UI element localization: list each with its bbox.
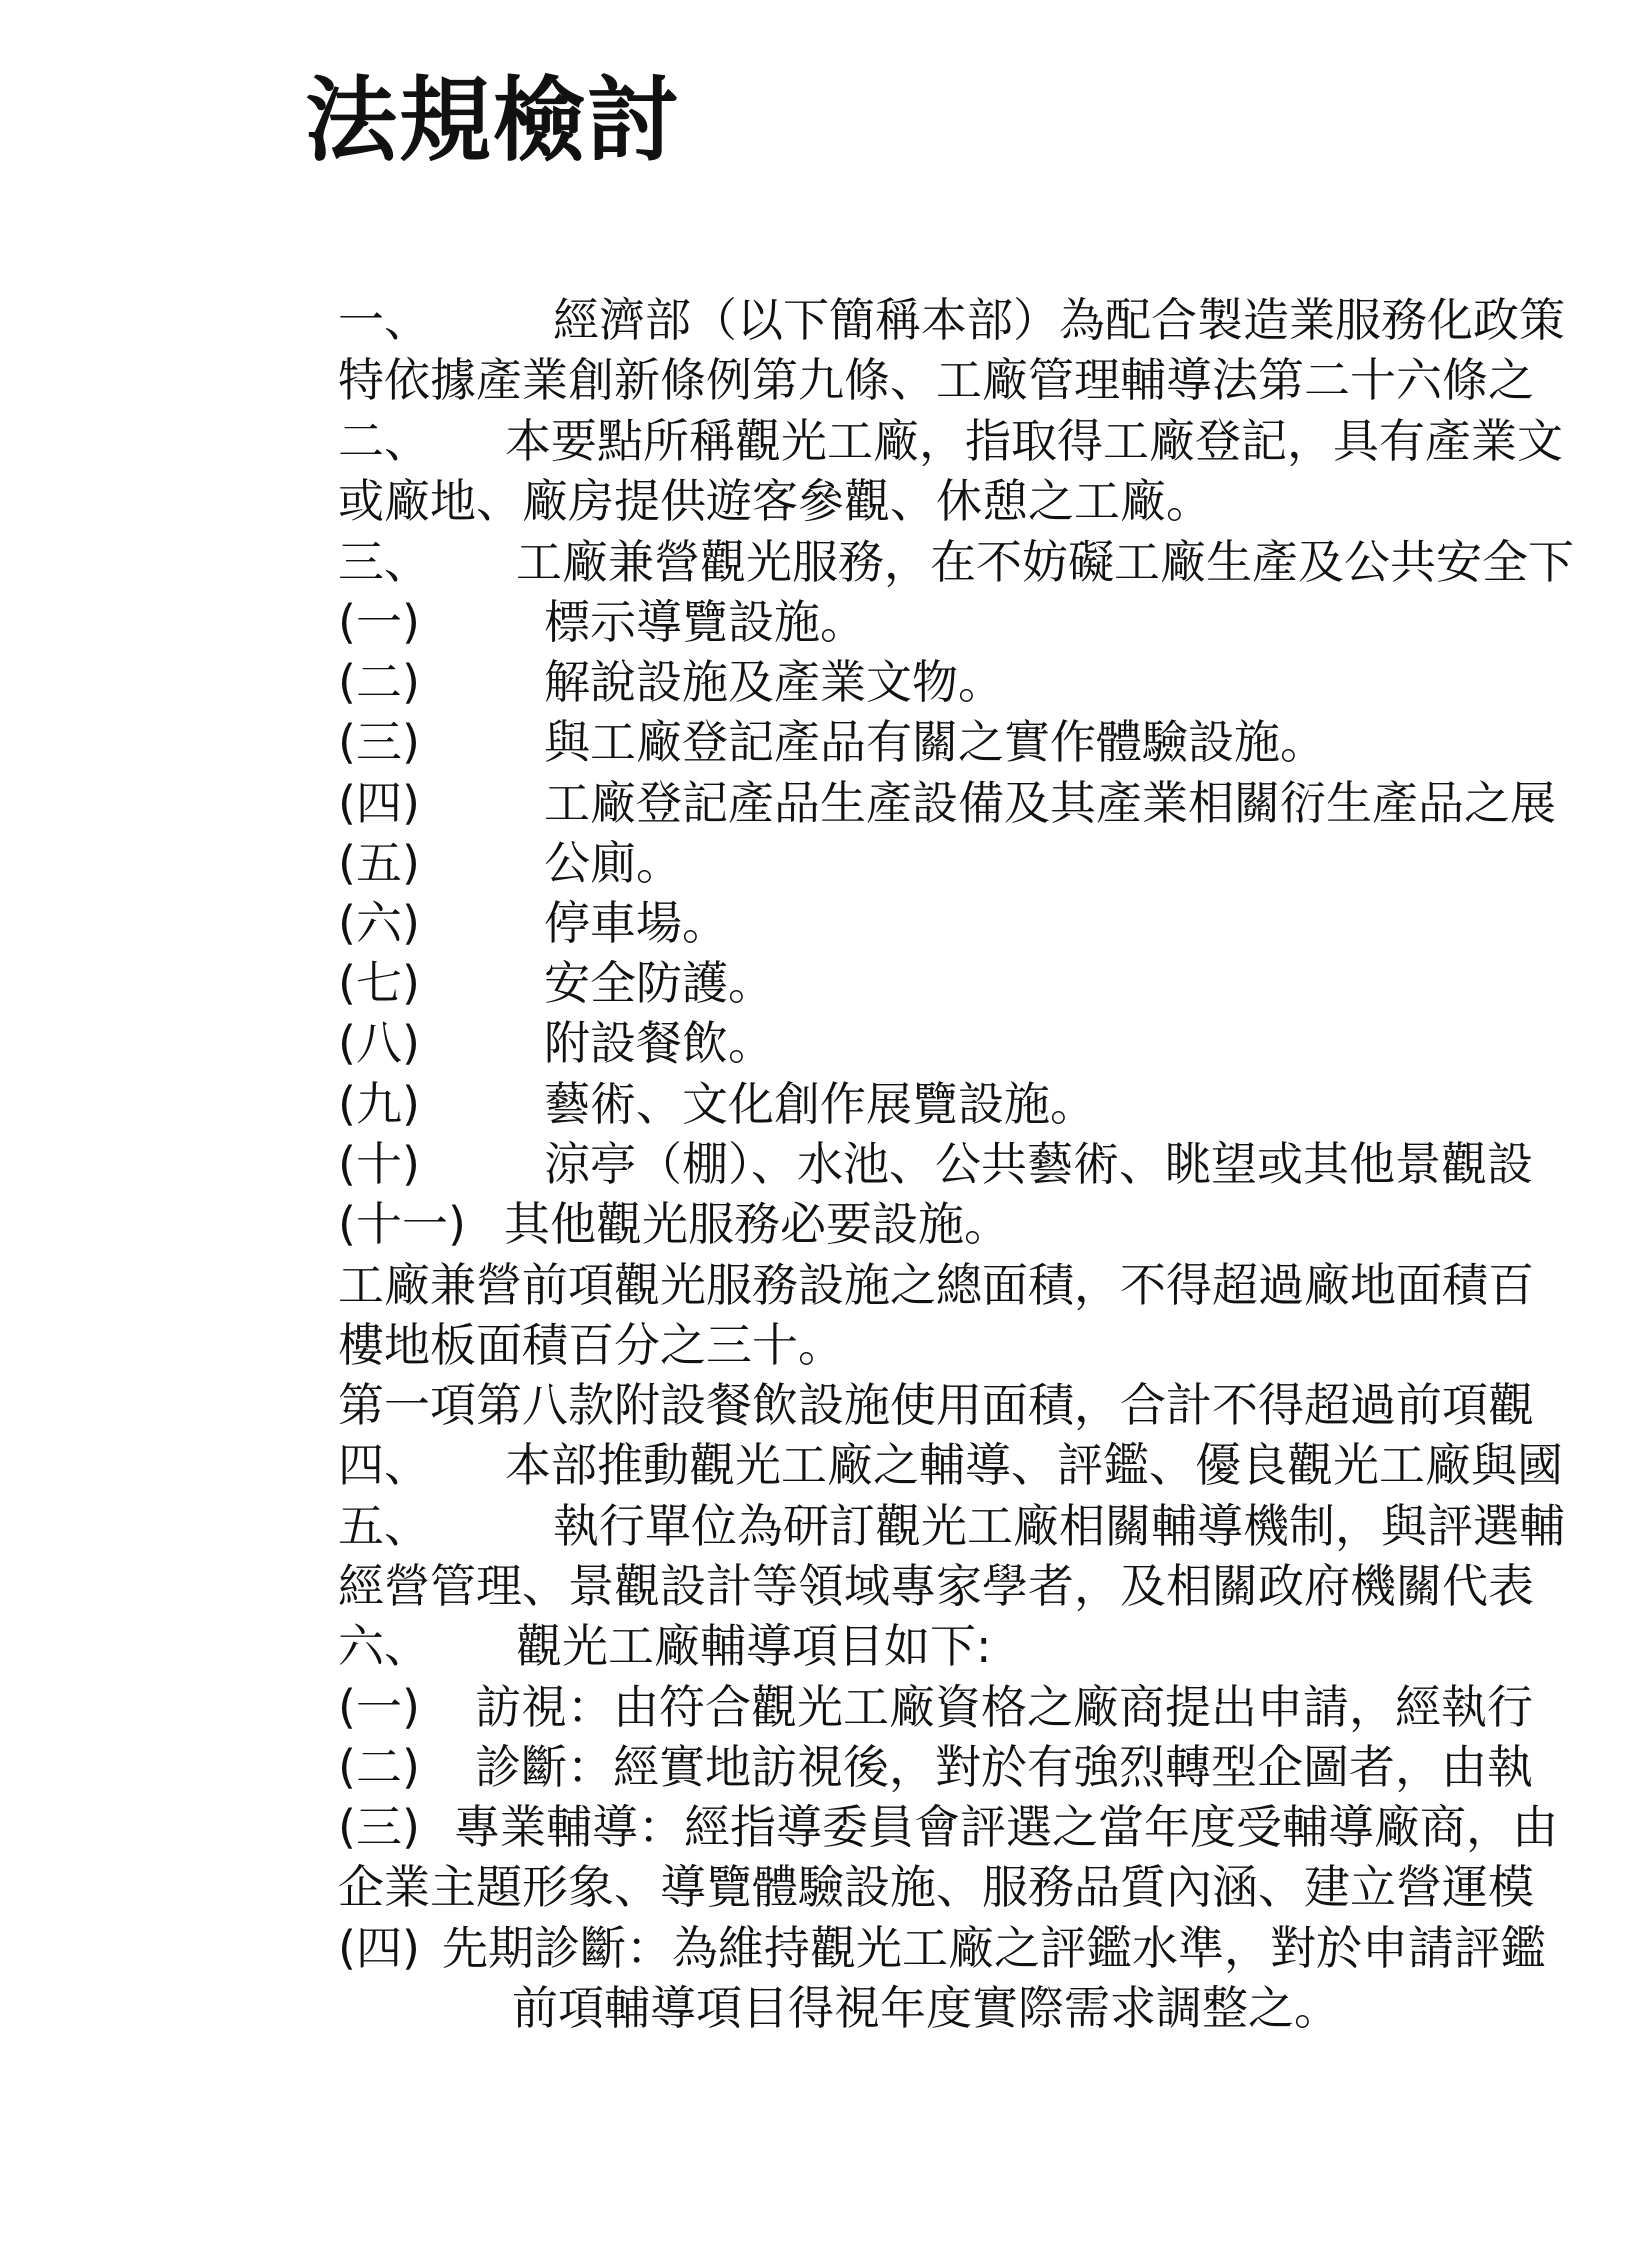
article-5-line xyxy=(338,1499,1565,1555)
item-marker: (二) xyxy=(338,655,420,709)
item-marker: (六) xyxy=(338,896,420,950)
line-text: 訪視：由符合觀光工廠資格之廠商提出申請，經執行 xyxy=(475,1680,1533,1734)
line-text: 其他觀光服務必要設施。 xyxy=(504,1197,1010,1251)
line-text: 第一項第八款附設餐飲設施使用面積，合計不得超過前項觀 xyxy=(338,1378,1534,1432)
line-text: 工廠兼營觀光服務，在不妨礙工廠生產及公共安全下 xyxy=(516,535,1574,589)
line-text: 本部推動觀光工廠之輔導、評鑑、優良觀光工廠與國 xyxy=(505,1438,1563,1492)
line-text: 企業主題形象、導覽體驗設施、服務品質內涵、建立營運模 xyxy=(338,1860,1534,1914)
item-marker: (九) xyxy=(338,1077,420,1131)
guidance-item-3-continuation xyxy=(338,1860,1534,1916)
item-marker: (十) xyxy=(338,1137,420,1191)
item-marker: 二、 xyxy=(338,414,430,468)
line-text: 藝術、文化創作展覽設施。 xyxy=(544,1077,1096,1131)
sub-item-8 xyxy=(338,1016,774,1072)
sub-item-7 xyxy=(338,956,774,1012)
article-2-line xyxy=(338,414,1563,470)
item-marker: (三) xyxy=(338,1800,420,1854)
article-6-line xyxy=(338,1619,992,1675)
line-text: 前項輔導項目得視年度實際需求調整之。 xyxy=(512,1981,1340,2035)
area-limit-line xyxy=(338,1258,1534,1314)
sub-item-11 xyxy=(338,1197,1010,1253)
item-marker: 三、 xyxy=(338,535,430,589)
sub-item-6 xyxy=(338,896,728,952)
item-marker: (四) xyxy=(338,776,420,830)
line-text: 觀光工廠輔導項目如下: xyxy=(516,1619,992,1673)
sub-item-9 xyxy=(338,1077,1096,1133)
item-marker: (五) xyxy=(338,836,420,890)
item-marker: (七) xyxy=(338,956,420,1010)
sub-item-4 xyxy=(338,776,1556,832)
item-marker: (四) xyxy=(338,1921,420,1975)
line-text: 經營管理、景觀設計等領域專家學者，及相關政府機關代表 xyxy=(338,1559,1534,1613)
sub-item-2 xyxy=(338,655,1004,711)
line-text: 與工廠登記產品有關之實作體驗設施。 xyxy=(544,715,1326,769)
page-title: 法規檢討 xyxy=(305,67,682,174)
article-5-continuation xyxy=(338,1559,1534,1615)
line-text: 執行單位為研訂觀光工廠相關輔導機制，與評選輔 xyxy=(553,1499,1565,1553)
article-1-continuation xyxy=(338,353,1534,409)
line-text: 本要點所稱觀光工廠，指取得工廠登記，具有產業文 xyxy=(505,414,1563,468)
item-marker: (八) xyxy=(338,1016,420,1070)
line-text: 公廁。 xyxy=(544,836,682,890)
guidance-item-2 xyxy=(338,1740,1533,1796)
line-text: 解說設施及產業文物。 xyxy=(544,655,1004,709)
sub-item-3 xyxy=(338,715,1326,771)
line-text: 停車場。 xyxy=(544,896,728,950)
item-marker: 一、 xyxy=(338,293,430,347)
article-1-line xyxy=(338,293,1565,349)
item-marker: (一) xyxy=(338,595,420,649)
line-text: 標示導覽設施。 xyxy=(544,595,866,649)
item-marker: (十一) xyxy=(338,1197,466,1251)
line-text: 專業輔導：經指導委員會評選之當年度受輔導廠商，由 xyxy=(454,1800,1558,1854)
item-marker: (三) xyxy=(338,715,420,769)
item-marker: 四、 xyxy=(338,1438,430,1492)
line-text: 工廠登記產品生產設備及其產業相關衍生產品之展 xyxy=(544,776,1556,830)
line-text: 或廠地、廠房提供遊客參觀、休憩之工廠。 xyxy=(338,474,1212,528)
area-limit-continuation xyxy=(338,1318,844,1374)
line-text: 樓地板面積百分之三十。 xyxy=(338,1318,844,1372)
line-text: 工廠兼營前項觀光服務設施之總面積，不得超過廠地面積百 xyxy=(338,1258,1534,1312)
line-text: 涼亭（棚）、水池、公共藝術、眺望或其他景觀設 xyxy=(544,1137,1533,1191)
guidance-item-1 xyxy=(338,1680,1533,1736)
line-text: 先期診斷：為維持觀光工廠之評鑑水準，對於申請評鑑 xyxy=(442,1921,1546,1975)
item-marker: (一) xyxy=(338,1680,420,1734)
line-text: 診斷：經實地訪視後，對於有強烈轉型企圖者，由執 xyxy=(475,1740,1533,1794)
sub-item-10 xyxy=(338,1137,1533,1193)
line-text: 特依據產業創新條例第九條、工廠管理輔導法第二十六條之 xyxy=(338,353,1534,407)
item-marker: 五、 xyxy=(338,1499,430,1553)
sub-item-5 xyxy=(338,836,682,892)
adjustment-note xyxy=(338,1981,1340,2037)
item-marker: 六、 xyxy=(338,1619,430,1673)
item-marker: (二) xyxy=(338,1740,420,1794)
guidance-item-3 xyxy=(338,1800,1558,1856)
article-4-line xyxy=(338,1438,1563,1494)
line-text: 附設餐飲。 xyxy=(544,1016,774,1070)
line-text: 經濟部（以下簡稱本部）為配合製造業服務化政策 xyxy=(553,293,1565,347)
article-3-line xyxy=(338,535,1574,591)
sub-item-1 xyxy=(338,595,866,651)
dining-limit-line xyxy=(338,1378,1534,1434)
line-text: 安全防護。 xyxy=(544,956,774,1010)
article-2-continuation xyxy=(338,474,1212,530)
guidance-item-4 xyxy=(338,1921,1546,1977)
